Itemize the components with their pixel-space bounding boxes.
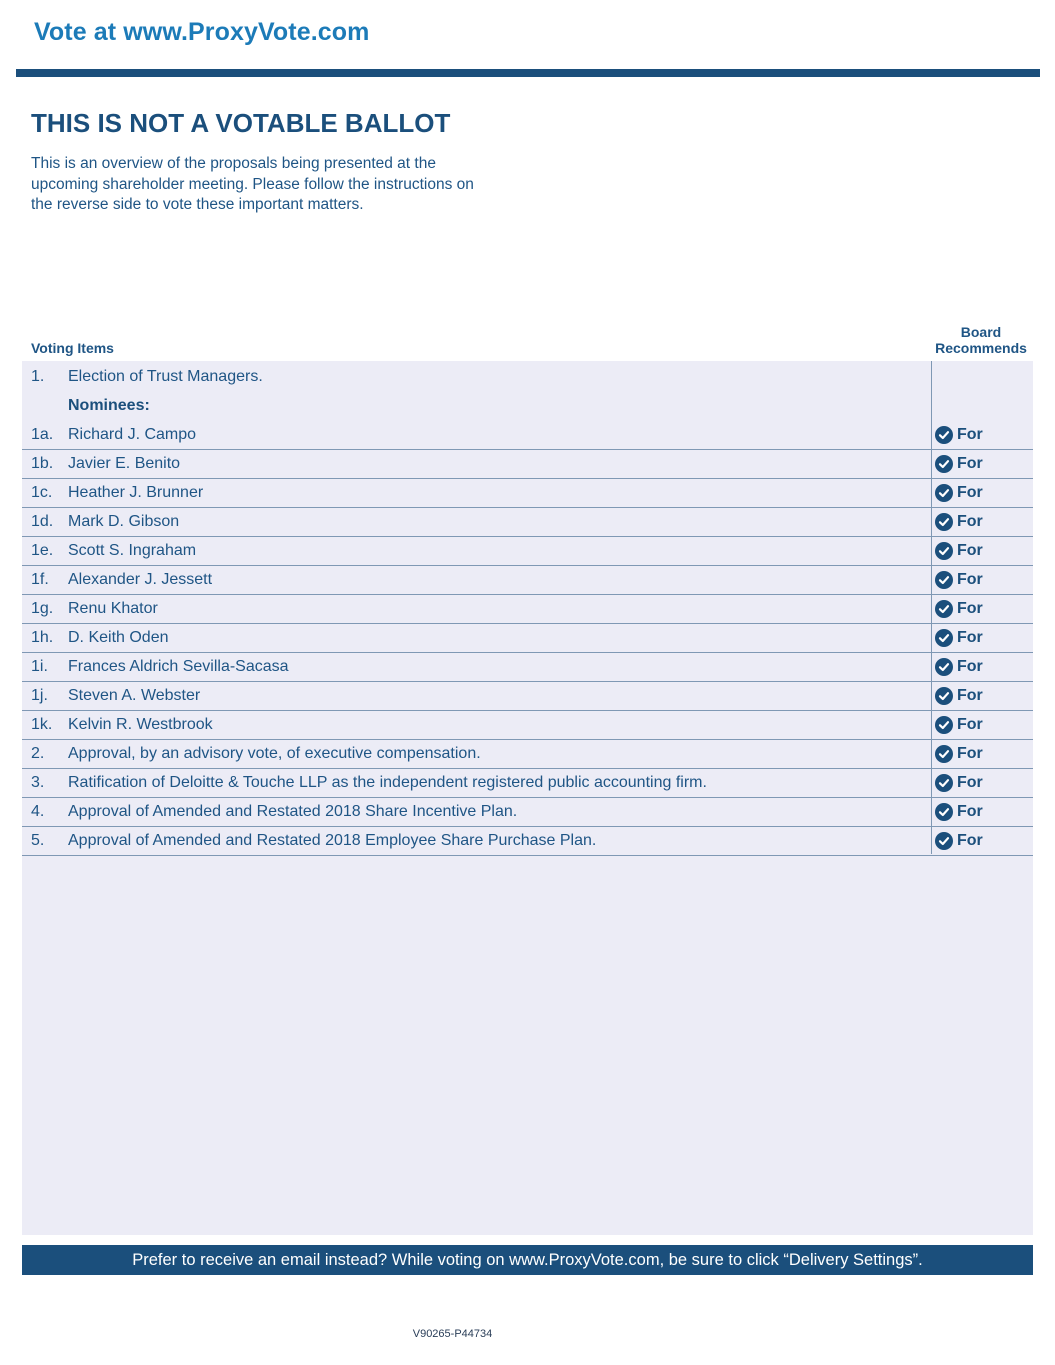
item-number: 1i.: [31, 658, 48, 675]
item-text: Ratification of Deloitte & Touche LLP as the independent registered public accounting firm.: [68, 774, 707, 791]
recommendation-label: For: [957, 832, 983, 849]
recommendation-label: For: [957, 513, 983, 530]
board-recommendation: [935, 541, 983, 561]
checkmark-icon: [935, 426, 953, 444]
board-recommendation: [935, 773, 983, 793]
voting-item-row: [22, 797, 1033, 827]
recommendation-label: For: [957, 600, 983, 617]
recommendation-label: For: [957, 716, 983, 733]
recommendation-label: For: [957, 484, 983, 501]
item-number: 1a.: [31, 426, 54, 443]
board-recommendation: [935, 454, 983, 474]
checkmark-icon: [935, 455, 953, 473]
checkmark-icon: [935, 542, 953, 560]
recommendation-label: For: [957, 542, 983, 559]
recommendation-label: For: [957, 455, 983, 472]
voting-item-row: [22, 652, 1033, 682]
voting-items-header: Voting Items: [31, 340, 114, 356]
board-recommendation: [935, 802, 983, 822]
intro-text: [31, 154, 521, 216]
item-number: 1k.: [31, 716, 53, 733]
voting-item-row: [22, 826, 1033, 856]
item-number: 1b.: [31, 455, 54, 472]
nominees-label: Nominees:: [68, 397, 150, 414]
intro-line: This is an overview of the proposals being presented at the: [31, 155, 436, 172]
board-recommendation: [935, 570, 983, 590]
item-text: Approval of Amended and Restated 2018 Share Incentive Plan.: [68, 803, 518, 820]
item-text: Election of Trust Managers.: [68, 368, 263, 385]
recommendation-label: For: [957, 745, 983, 762]
intro-line: upcoming shareholder meeting. Please follow the instructions on: [31, 175, 474, 193]
item-text: Richard J. Campo: [68, 426, 197, 443]
voting-item-row: [22, 623, 1033, 653]
board-recommendation: [935, 512, 983, 532]
board-header-line: Board: [960, 324, 1002, 340]
item-text: Javier E. Benito: [68, 455, 181, 472]
checkmark-icon: [935, 687, 953, 705]
voting-item-row: [22, 565, 1033, 595]
item-number: 1f.: [31, 571, 49, 588]
recommendation-label: For: [957, 687, 983, 704]
item-number: 1c.: [31, 484, 53, 501]
item-text: Approval of Amended and Restated 2018 Employee Share Purchase Plan.: [68, 832, 597, 849]
voting-item-row: [22, 536, 1033, 566]
header-title: Vote at www.ProxyVote.com: [34, 18, 370, 46]
ballot-title: THIS IS NOT A VOTABLE BALLOT: [31, 108, 451, 138]
board-header-line: Recommends: [935, 340, 1027, 356]
item-number: 1d.: [31, 513, 54, 530]
checkmark-icon: [935, 513, 953, 531]
checkmark-icon: [935, 832, 953, 850]
voting-item-row: [22, 710, 1033, 740]
item-number: 1.: [31, 368, 45, 385]
item-text: D. Keith Oden: [68, 629, 169, 646]
board-recommendation: [935, 657, 983, 677]
item-text: Heather J. Brunner: [68, 484, 204, 501]
voting-item-row: [22, 478, 1033, 508]
voting-item-row: [22, 449, 1033, 479]
nominees-heading-row: [22, 391, 1033, 420]
item-text: Alexander J. Jessett: [68, 571, 213, 588]
voting-item-row: [22, 681, 1033, 711]
header-divider: [16, 69, 1040, 77]
checkmark-icon: [935, 803, 953, 821]
proposal-row-election: [22, 362, 1033, 391]
item-number: 1j.: [31, 687, 48, 704]
item-text: Mark D. Gibson: [68, 513, 180, 530]
checkmark-icon: [935, 745, 953, 763]
voting-item-row: [22, 739, 1033, 769]
checkmark-icon: [935, 629, 953, 647]
item-text: Steven A. Webster: [68, 687, 201, 704]
recommendation-label: For: [957, 803, 983, 820]
email-delivery-banner: Prefer to receive an email instead? While voting on www.ProxyVote.com, be sure to click “Delivery Settings”.: [22, 1245, 1033, 1275]
voting-item-row: [22, 768, 1033, 798]
recommendation-label: For: [957, 426, 983, 443]
board-recommendation: [935, 599, 983, 619]
recommendation-label: For: [957, 629, 983, 646]
item-number: 3.: [31, 774, 45, 791]
board-recommendation: [935, 831, 983, 851]
item-text: Renu Khator: [68, 600, 158, 617]
checkmark-icon: [935, 716, 953, 734]
checkmark-icon: [935, 658, 953, 676]
item-number: 2.: [31, 745, 45, 762]
voting-item-row: [22, 420, 1033, 450]
board-recommendation: [935, 483, 983, 503]
voting-item-row: [22, 594, 1033, 624]
intro-line: the reverse side to vote these important matters.: [31, 196, 364, 213]
board-recommendation: [935, 715, 983, 735]
checkmark-icon: [935, 484, 953, 502]
item-number: 4.: [31, 803, 45, 820]
item-number: 1h.: [31, 629, 54, 646]
item-number: 1e.: [31, 542, 54, 559]
item-text: Kelvin R. Westbrook: [68, 716, 213, 733]
recommendation-label: For: [957, 774, 983, 791]
voting-item-row: [22, 507, 1033, 537]
item-text: Frances Aldrich Sevilla-Sacasa: [68, 658, 289, 675]
item-number: 5.: [31, 832, 45, 849]
board-recommendation: [935, 686, 983, 706]
board-recommends-header: [930, 324, 1032, 356]
item-number: 1g.: [31, 600, 54, 617]
job-code: V90265-P44734: [412, 1328, 493, 1340]
board-recommendation: [935, 744, 983, 764]
board-recommendation: [935, 628, 983, 648]
item-text: Approval, by an advisory vote, of executive compensation.: [68, 745, 481, 762]
recommendation-label: For: [957, 658, 983, 675]
checkmark-icon: [935, 600, 953, 618]
column-divider: [931, 361, 932, 854]
checkmark-icon: [935, 571, 953, 589]
checkmark-icon: [935, 774, 953, 792]
recommendation-label: For: [957, 571, 983, 588]
board-recommendation: [935, 425, 983, 445]
item-text: Scott S. Ingraham: [68, 542, 197, 559]
